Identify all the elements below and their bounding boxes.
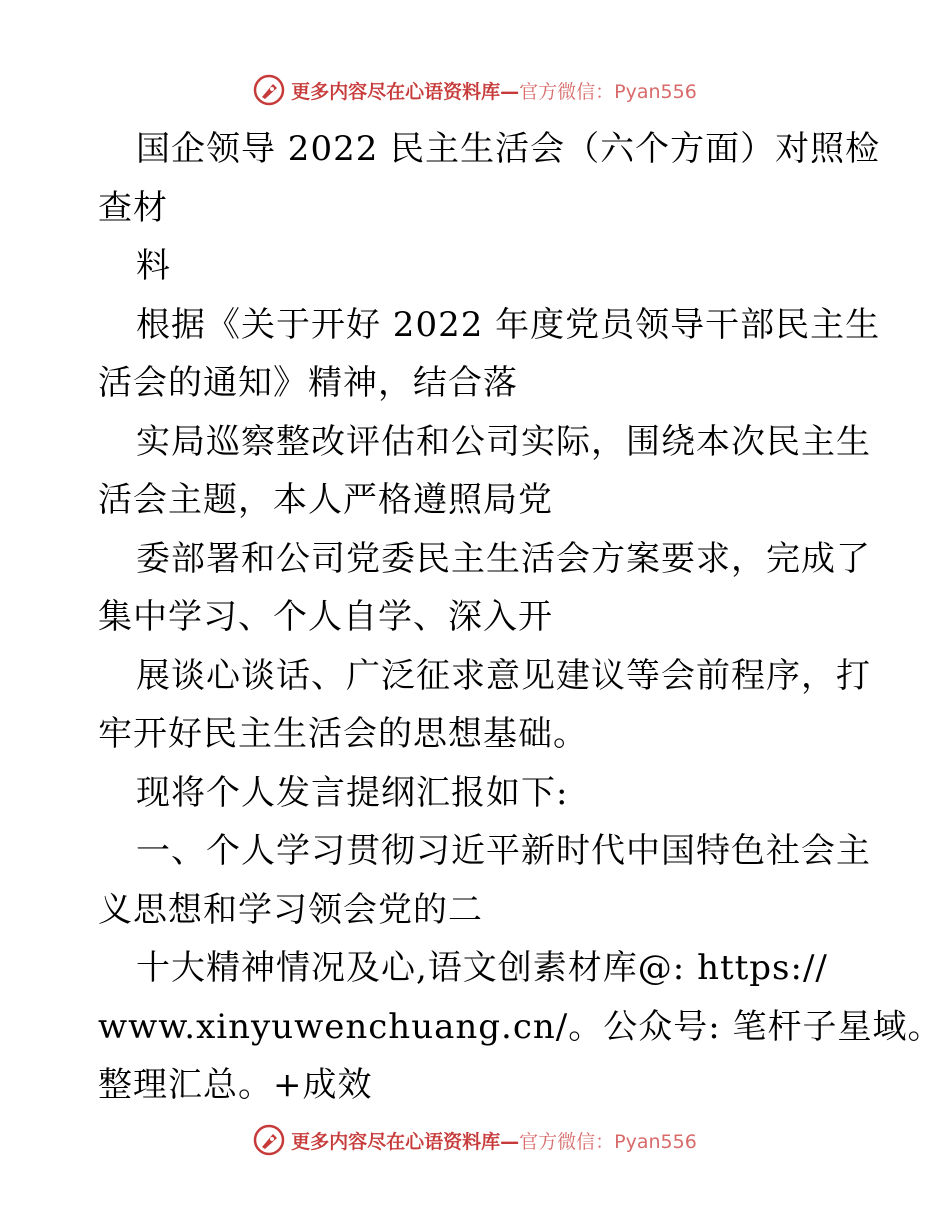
document-body [98,120,943,1115]
paragraph-line: 委部署和公司党委民主生活会方案要求，完成了 [136,538,871,579]
paragraph-line: 整理汇总。+成效 [98,1065,373,1105]
paragraph-line: 实局巡察整改评估和公司实际，围绕本次民主生 [136,421,871,462]
paragraph-line: 十大精神情况及心,语文创素材库@: https:// [136,948,828,988]
watermark-header [0,70,950,110]
title-line-3: 料 [136,246,171,286]
title-line-1: 国企领导 2022 民主生活会（六个方面）对照检 [136,129,881,169]
section-heading-line: 一、个人学习贯彻习近平新时代中国特色社会主 [136,831,871,871]
watermark-wechat: 官方微信：Pyan556 [519,1130,697,1153]
paragraph-line: 活会的通知》精神，结合落 [98,363,518,403]
paragraph-line: 展谈心谈话、广泛征求意见建议等会前程序，打 [136,655,871,696]
paragraph-line: 集中学习、个人自学、深入开 [98,597,553,637]
watermark-dash: — [500,80,520,103]
paragraph-line: www.xinyuwenchuang.cn/。公众号: 笔杆子星域。 [98,1006,943,1047]
watermark-brand: 更多内容尽在心语资料库 [291,1130,501,1153]
watermark-brand: 更多内容尽在心语资料库 [291,80,501,103]
watermark-dash: — [500,1130,520,1153]
watermark-wechat: 官方微信：Pyan556 [519,80,697,103]
pen-nib-logo-icon [253,1124,285,1156]
pen-nib-logo-icon [253,74,285,106]
section-heading-line: 义思想和学习领会党的二 [98,889,483,930]
watermark-footer [0,1120,950,1160]
paragraph-line: 牢开好民主生活会的思想基础。 [98,714,588,754]
title-line-2: 查材 [98,187,168,228]
paragraph-line: 根据《关于开好 2022 年度党员领导干部民主生 [136,304,881,345]
paragraph-line: 现将个人发言提纲汇报如下: [136,772,569,813]
watermark-text [291,1127,697,1154]
paragraph-line: 活会主题，本人严格遵照局党 [98,480,553,520]
watermark-text [291,77,697,104]
